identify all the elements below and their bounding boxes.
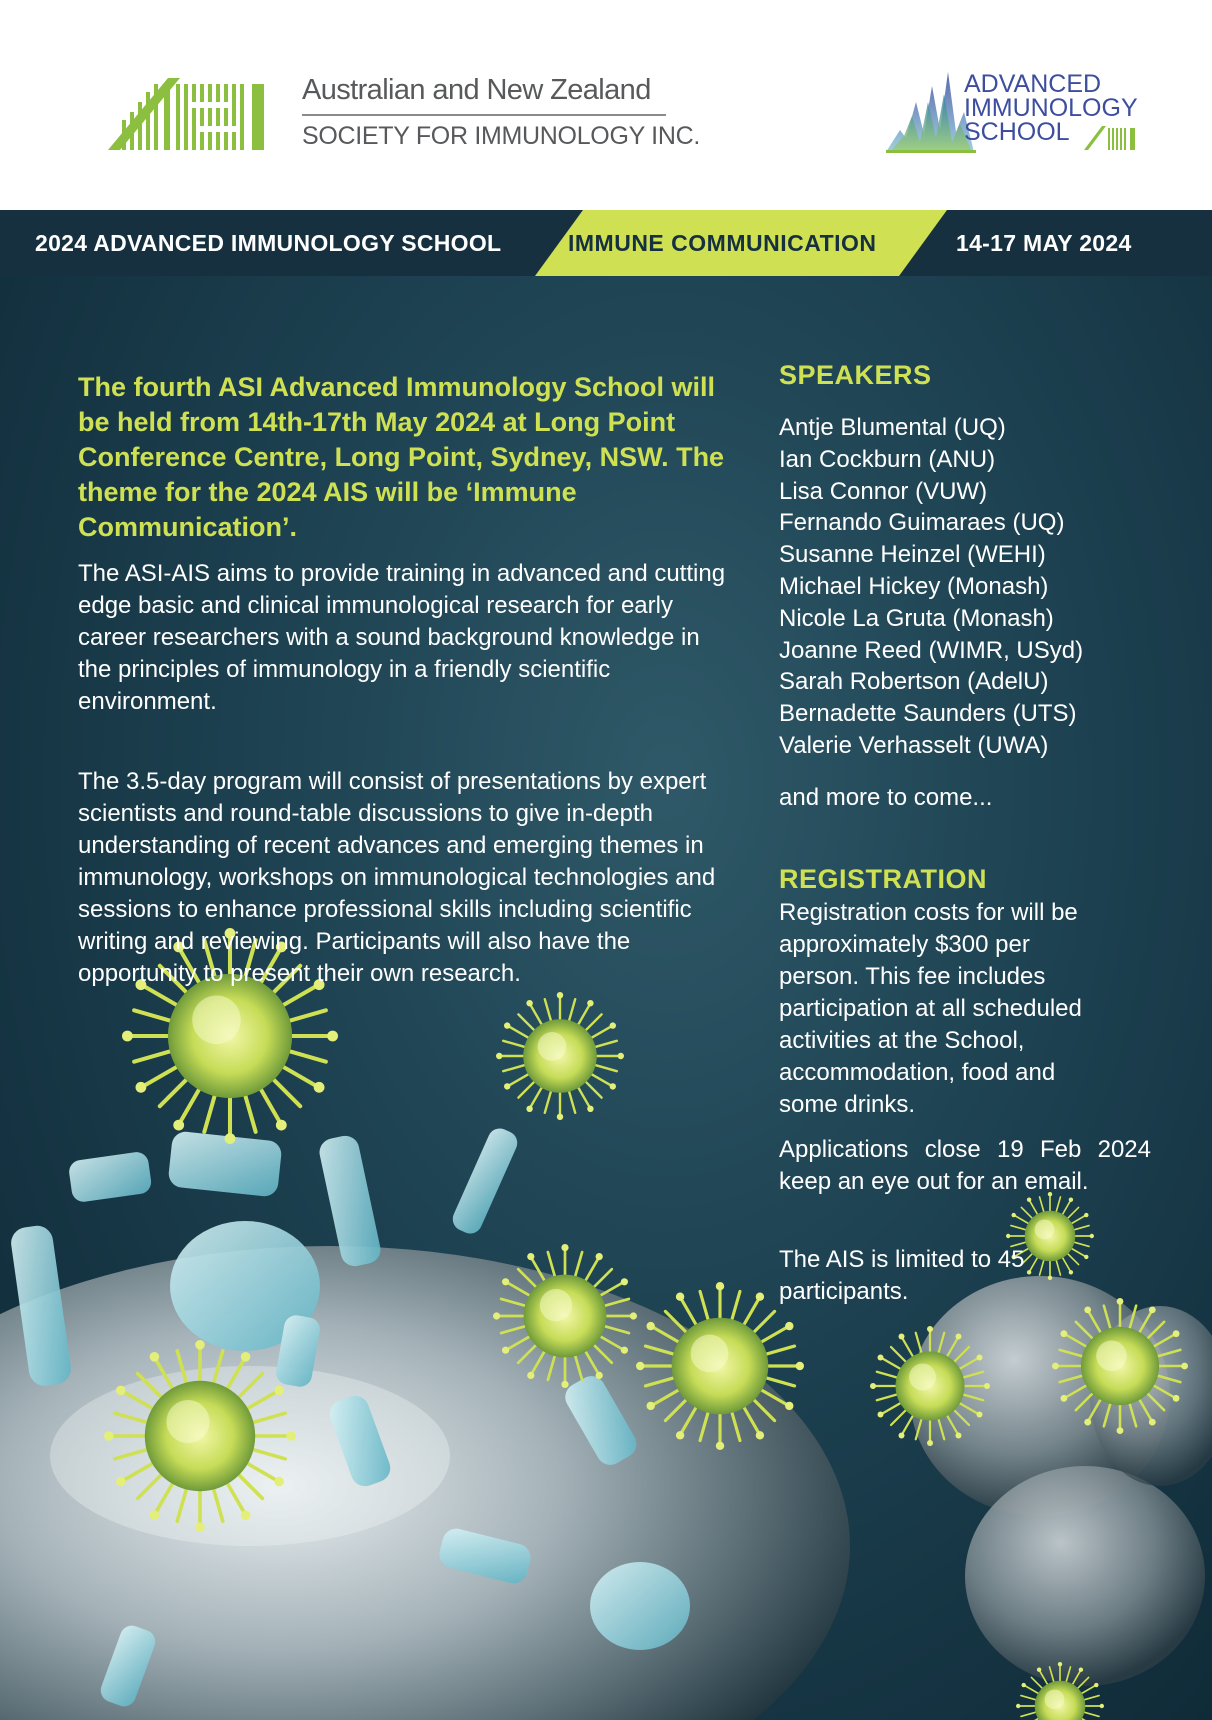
event-banner [0,210,1212,276]
speakers-more-note: and more to come... [779,784,993,811]
ais-logo-line3: SCHOOL [964,118,1070,146]
intro-paragraph-program: The 3.5-day program will consist of presentations by expert scientists and round-table discussions to give in-depth understanding of recent advances and emerging themes in immunology, workshops on immunological technologies and sessions to enhance professional skills including scientific writing and reviewing. Participants will also have the opportunity to present their own research. [78,768,716,987]
intro-paragraph-aims: The ASI-AIS aims to provide training in advanced and cutting edge basic and clinical immunological research for early career researchers with a sound background knowledge in the principles of immunology in a friendly scientific environment. [78,560,726,715]
speaker-item: Fernando Guimaraes (UQ) [779,509,1065,537]
speaker-item: Lisa Connor (VUW) [779,477,988,505]
asi-logo-text-line1: Australian and New Zealand [302,74,651,106]
banner-event-name: 2024 ADVANCED IMMUNOLOGY SCHOOL [35,230,502,256]
speakers-list [779,412,1179,762]
speakers-heading: SPEAKERS [779,360,932,390]
intro-lead: The fourth ASI Advanced Immunology School will be held from 14th-17th May 2024 at Long Point Conference Centre, Long Point, Sydney, NSW. The theme for the 2024 AIS will be ‘Immune Communication’. [78,372,725,542]
speaker-item: Antje Blumental (UQ) [779,414,1006,441]
speaker-item: Valerie Verhasselt (UWA) [779,731,1049,759]
registration-cost-text: Registration costs for will be approximately $300 per person. This fee includes participation at all scheduled activities at the School, accommodation, food and some drinks. [779,899,1082,1118]
asi-logo-text-line2: SOCIETY FOR IMMUNOLOGY INC. [302,122,700,150]
page-header [0,0,1212,210]
asi-logo-mark [108,78,268,150]
ais-logo-peaks [886,72,976,154]
registration-limit-text: The AIS is limited to 45 participants. [779,1246,1025,1305]
speaker-item: Joanne Reed (WIMR, USyd) [779,636,1084,664]
banner-dates: 14-17 MAY 2024 [956,230,1132,256]
speaker-item: Susanne Heinzel (WEHI) [779,541,1046,569]
ais-logo-line1: ADVANCED [964,70,1102,98]
registration-deadline-text: Applications close 19 Feb 2024 keep an eye out for an email. [779,1136,1151,1195]
ais-logo [886,68,1160,158]
speaker-item: Ian Cockburn (ANU) [779,445,996,473]
speaker-item: Michael Hickey (Monash) [779,572,1049,600]
asi-logo-divider [302,114,666,116]
asi-logo [108,72,700,152]
speaker-item: Bernadette Saunders (UTS) [779,700,1077,728]
registration-heading: REGISTRATION [779,864,987,894]
speaker-item: Sarah Robertson (AdelU) [779,668,1049,696]
speaker-item: Nicole La Gruta (Monash) [779,604,1054,632]
banner-theme: IMMUNE COMMUNICATION [568,230,877,256]
ais-logo-line2: IMMUNOLOGY [964,94,1138,122]
ais-logo-asi-mark [1084,126,1138,150]
